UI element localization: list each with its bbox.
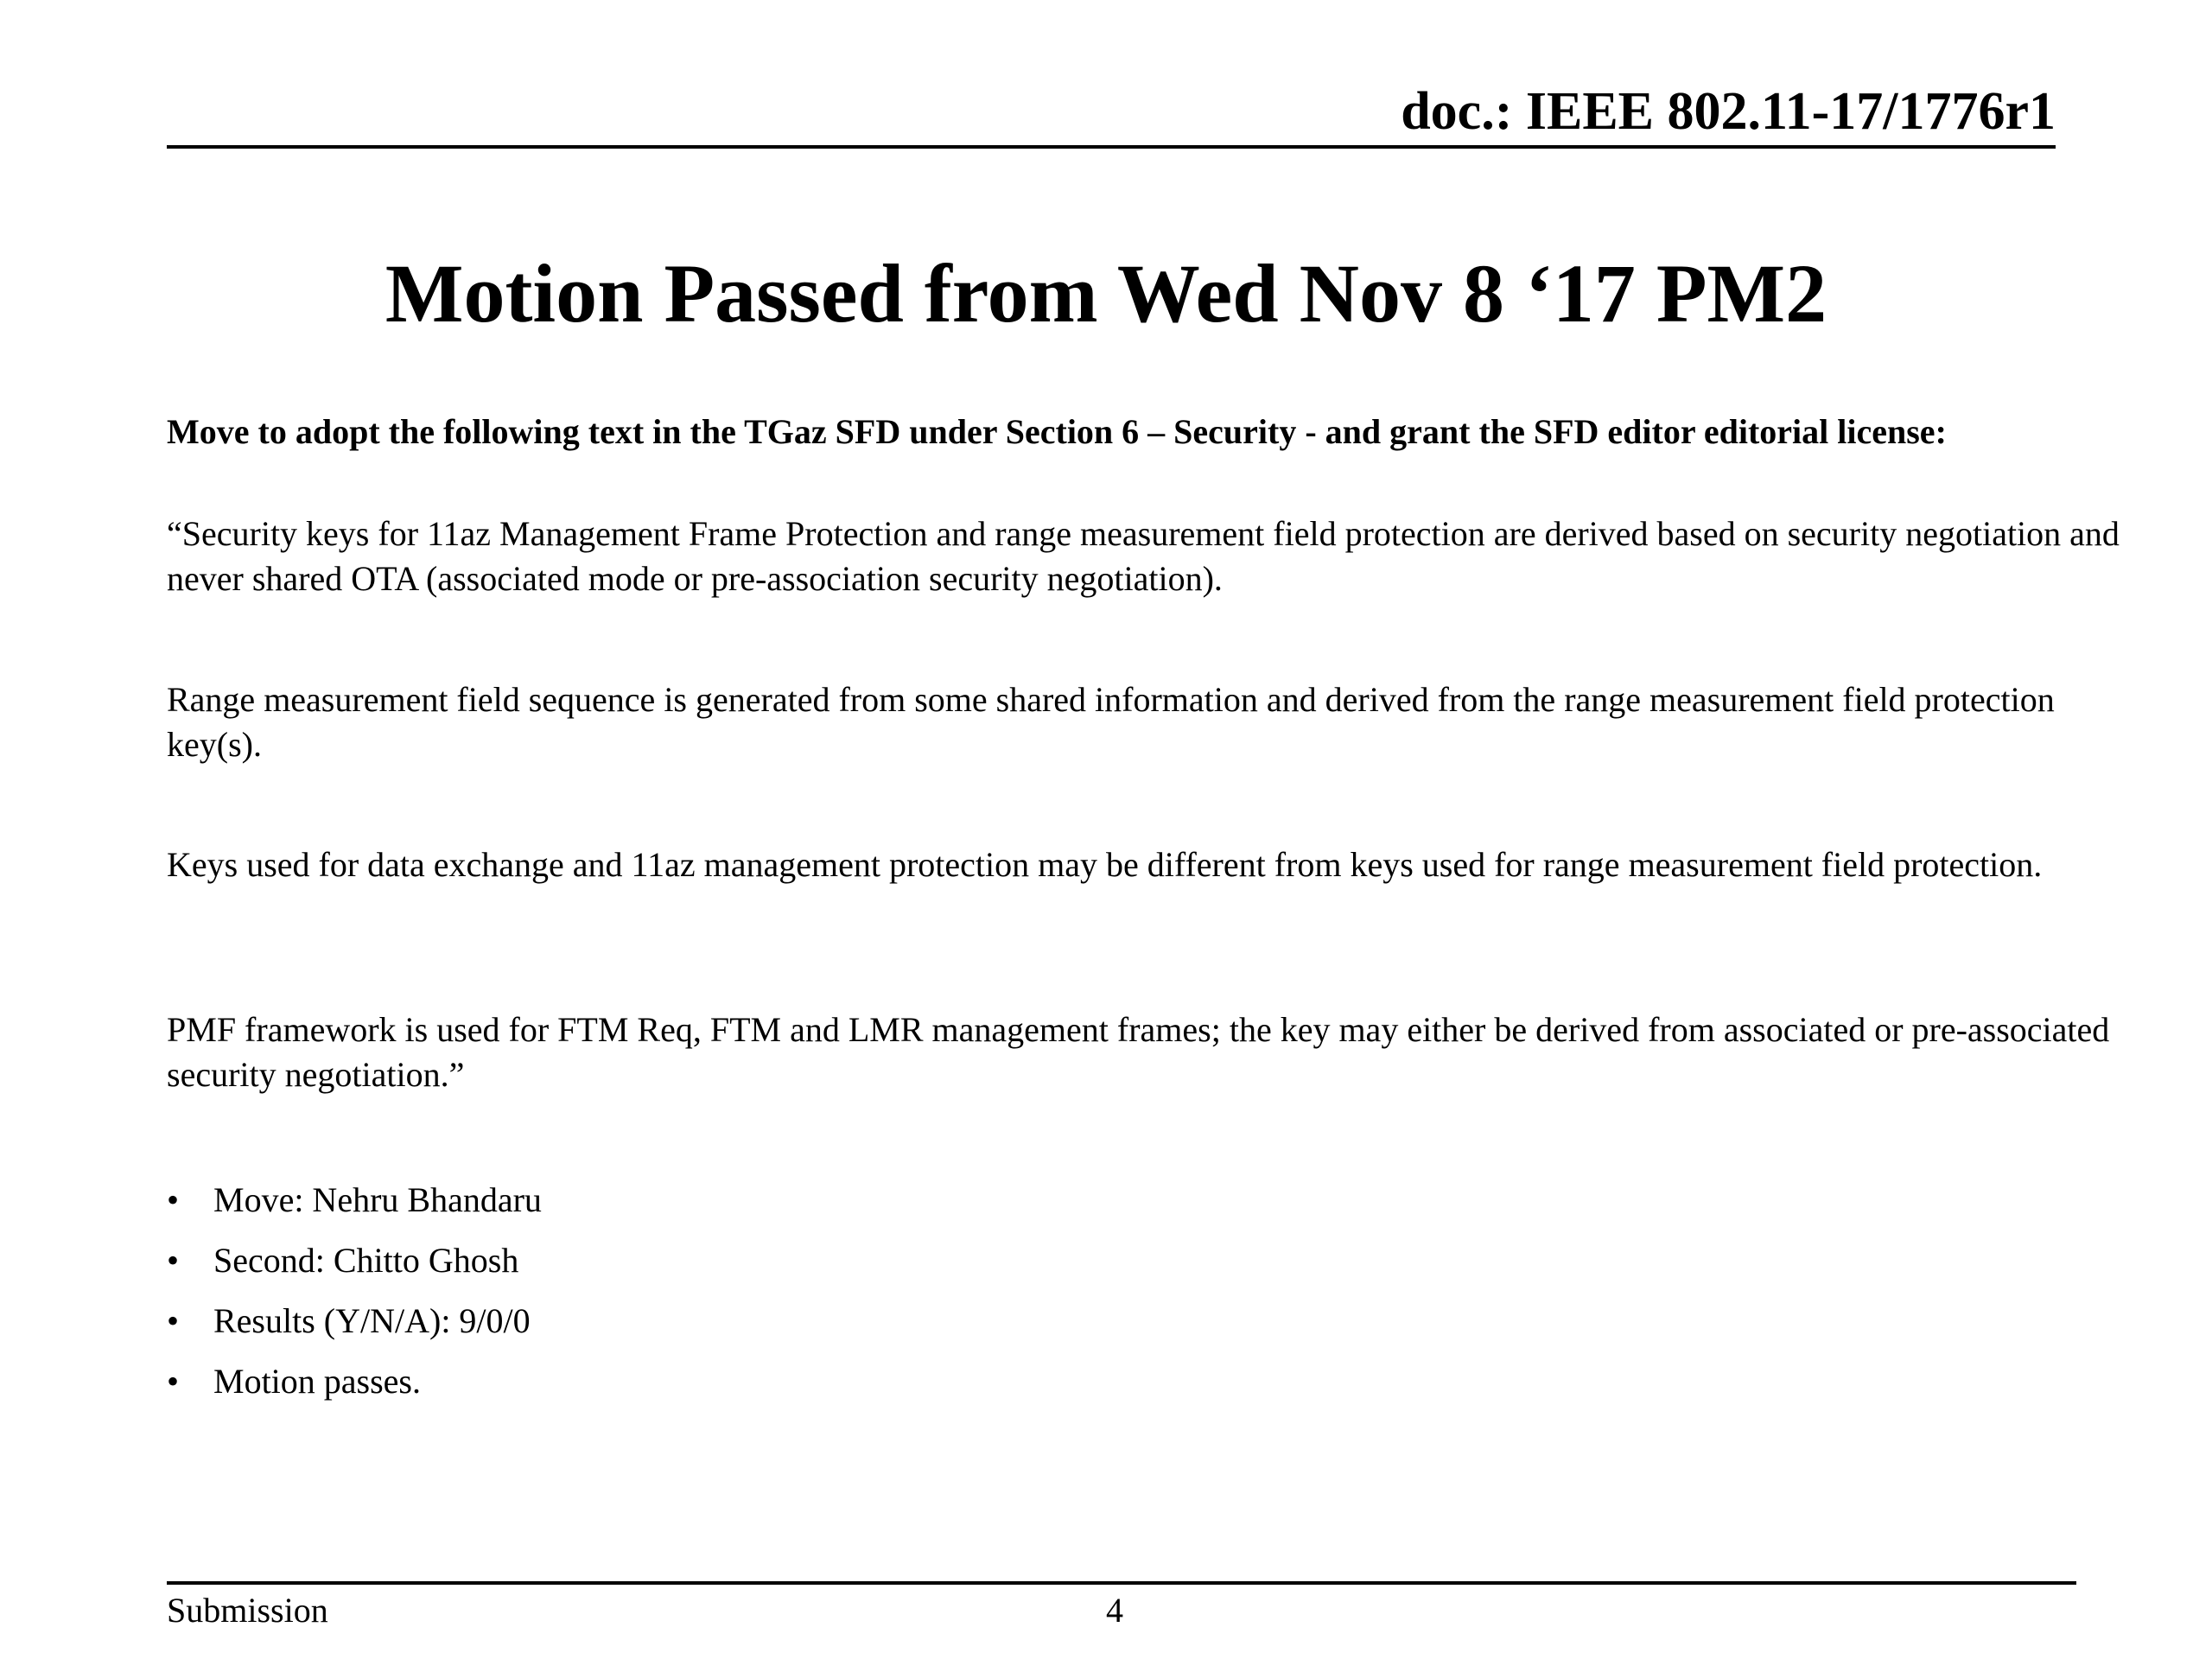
list-item-text: Move: Nehru Bhandaru	[213, 1180, 542, 1219]
bullet-icon: •	[167, 1301, 180, 1340]
motion-result-list	[167, 1170, 542, 1412]
bullet-icon: •	[167, 1362, 180, 1401]
bullet-icon: •	[167, 1241, 180, 1280]
motion-intro: Move to adopt the following text in the TGaz SFD under Section 6 – Security - and grant the SFD editor editorial license:	[167, 412, 1947, 451]
footer-rule	[167, 1581, 2076, 1585]
footer-page-number: 4	[1106, 1591, 1123, 1630]
motion-text-paragraph-2: Range measurement field sequence is generated from some shared information and derived from the range measurement field protection key(s).	[167, 680, 2055, 764]
motion-text-paragraph-1: “Security keys for 11az Management Frame Protection and range measurement field protection are derived based on security negotiation and never shared OTA (associated mode or pre-association security negotiation).	[167, 514, 2120, 598]
list-item-outcome	[167, 1351, 542, 1412]
list-item-mover	[167, 1170, 542, 1230]
header-rule	[167, 145, 2056, 149]
motion-text-paragraph-3: Keys used for data exchange and 11az management protection may be different from keys used for range measurement field protection.	[167, 845, 2043, 884]
footer-submission: Submission	[167, 1591, 328, 1630]
list-item-seconder	[167, 1230, 542, 1291]
motion-text-paragraph-4: PMF framework is used for FTM Req, FTM and LMR management frames; the key may either be derived from associated or pre-associated security negotiation.”	[167, 1010, 2110, 1094]
list-item-text: Second: Chitto Ghosh	[213, 1241, 519, 1280]
bullet-icon: •	[167, 1180, 180, 1219]
list-item-text: Motion passes.	[213, 1362, 421, 1401]
slide-title: Motion Passed from Wed Nov 8 ‘17 PM2	[385, 247, 1827, 340]
list-item-results	[167, 1291, 542, 1351]
header-doc-id: doc.: IEEE 802.11-17/1776r1	[1401, 82, 2056, 141]
list-item-text: Results (Y/N/A): 9/0/0	[213, 1301, 531, 1340]
